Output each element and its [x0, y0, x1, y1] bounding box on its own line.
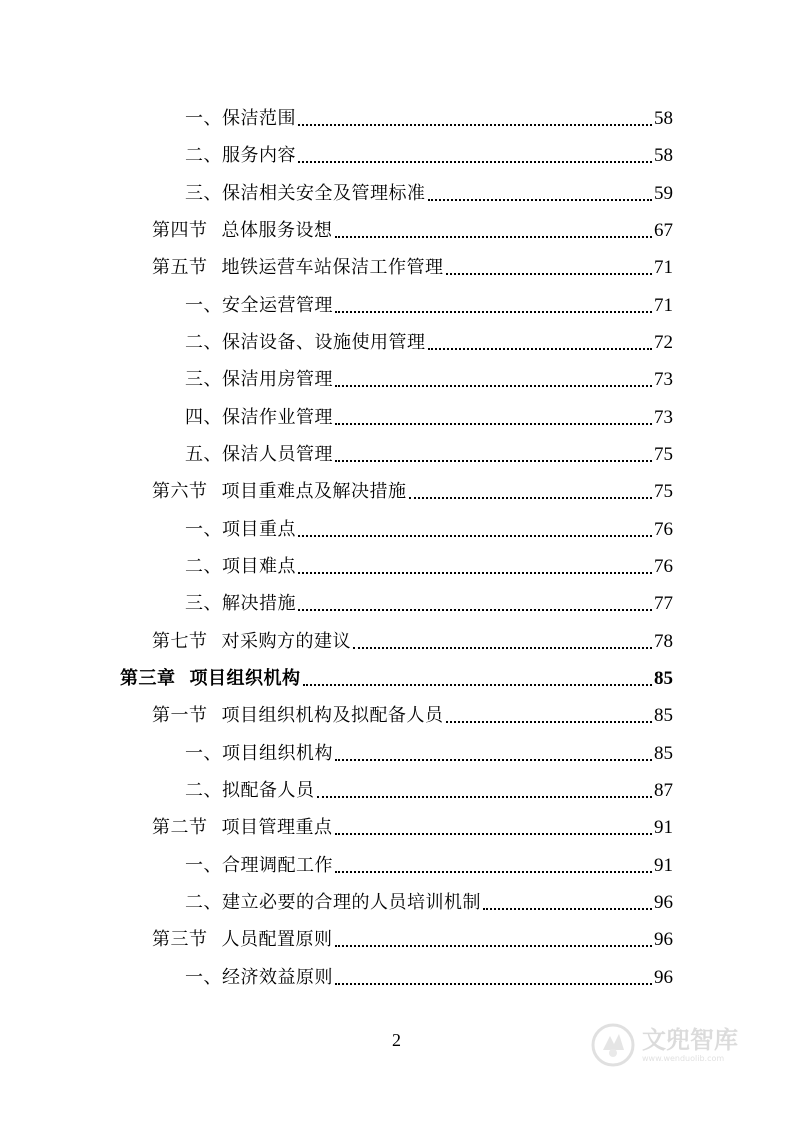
toc-entry[interactable]	[185, 404, 673, 432]
toc-entry-page: 75	[654, 481, 673, 502]
toc-entry-label: 二、项目难点	[185, 556, 296, 577]
toc-entry-label: 三、解决措施	[185, 593, 296, 614]
toc-section-entry[interactable]	[152, 478, 673, 506]
dot-leader	[335, 310, 652, 313]
toc-entry-page: 71	[654, 295, 673, 316]
dot-leader	[335, 832, 653, 835]
toc-entry[interactable]	[185, 105, 673, 133]
toc-entry[interactable]	[185, 142, 673, 170]
dot-leader	[298, 571, 652, 574]
toc-entry-page: 77	[654, 593, 673, 614]
wendu-logo-icon	[590, 1022, 636, 1068]
section-title: 项目组织机构及拟配备人员	[221, 705, 444, 726]
toc-entry[interactable]	[185, 329, 673, 357]
toc-entry-page: 78	[654, 631, 673, 652]
toc-entry-label: 二、服务内容	[185, 145, 296, 166]
toc-entry-label: 一、经济效益原则	[185, 967, 333, 988]
toc-entry-page: 73	[654, 369, 673, 390]
toc-section-entry[interactable]	[152, 814, 673, 842]
dot-leader	[353, 646, 652, 649]
toc-section-entry[interactable]	[152, 926, 673, 954]
toc-entry-label	[120, 665, 301, 693]
toc-entry-page: 58	[654, 145, 673, 166]
toc-entry-page: 72	[654, 332, 673, 353]
toc-chapter-entry[interactable]	[120, 665, 673, 693]
watermark	[590, 1018, 760, 1072]
toc-section-entry[interactable]	[152, 254, 673, 282]
toc-entry-page: 91	[654, 817, 673, 838]
dot-leader	[335, 384, 652, 387]
toc-entry[interactable]	[185, 590, 673, 618]
toc-entry-page: 96	[654, 929, 673, 950]
dot-leader	[298, 608, 652, 611]
dot-leader	[483, 907, 652, 910]
dot-leader	[335, 982, 652, 985]
toc-entry-label: 五、保洁人员管理	[185, 444, 333, 465]
section-title: 对采购方的建议	[221, 631, 351, 652]
toc-entry-page: 85	[654, 705, 673, 726]
toc-entry-page: 87	[654, 780, 673, 801]
toc-entry[interactable]	[185, 292, 673, 320]
toc-entry-page: 76	[654, 519, 673, 540]
section-number: 第四节	[152, 220, 208, 241]
dot-leader	[335, 870, 652, 873]
toc-entry-label	[152, 478, 407, 506]
toc-entry[interactable]	[185, 366, 673, 394]
toc-entry[interactable]	[185, 180, 673, 208]
toc-entry-page: 85	[654, 743, 673, 764]
dot-leader	[303, 683, 653, 686]
dot-leader	[335, 459, 652, 462]
toc-entry-label	[152, 814, 333, 842]
chapter-title: 项目组织机构	[189, 668, 301, 689]
toc-entry-page: 58	[654, 108, 673, 129]
section-number: 第六节	[152, 481, 208, 502]
toc-entry-page: 67	[654, 220, 673, 241]
watermark-title: 文兜智库	[642, 1025, 738, 1054]
section-title: 地铁运营车站保洁工作管理	[221, 257, 444, 278]
dot-leader	[409, 496, 653, 499]
toc-entry-label: 一、保洁范围	[185, 108, 296, 129]
toc-entry-label: 一、项目重点	[185, 519, 296, 540]
watermark-text	[642, 1025, 738, 1063]
toc-entry-label: 二、建立必要的合理的人员培训机制	[185, 892, 481, 913]
toc-entry-page: 91	[654, 855, 673, 876]
toc-entry-label: 三、保洁用房管理	[185, 369, 333, 390]
section-title: 项目管理重点	[221, 817, 333, 838]
dot-leader	[428, 347, 653, 350]
section-number: 第五节	[152, 257, 208, 278]
toc-entry-label	[152, 926, 333, 954]
toc-entry-page: 59	[654, 183, 673, 204]
dot-leader	[298, 160, 652, 163]
toc-section-entry[interactable]	[152, 217, 673, 245]
toc-entry-label: 二、保洁设备、设施使用管理	[185, 332, 426, 353]
toc-entry-page: 85	[654, 668, 673, 689]
toc-entry-label: 三、保洁相关安全及管理标准	[185, 183, 426, 204]
chapter-number: 第三章	[120, 668, 176, 689]
section-number: 第二节	[152, 817, 208, 838]
toc-entry[interactable]	[185, 441, 673, 469]
dot-leader	[335, 235, 653, 238]
toc-entry[interactable]	[185, 553, 673, 581]
toc-entry-label: 一、安全运营管理	[185, 295, 333, 316]
section-title: 总体服务设想	[221, 220, 333, 241]
toc-entry-label	[152, 628, 351, 656]
section-title: 项目重难点及解决措施	[221, 481, 407, 502]
toc-entry-label: 一、合理调配工作	[185, 855, 333, 876]
toc-entry-label	[152, 254, 444, 282]
toc-entry[interactable]	[185, 516, 673, 544]
section-title: 人员配置原则	[221, 929, 333, 950]
section-number: 第三节	[152, 929, 208, 950]
toc-section-entry[interactable]	[152, 628, 673, 656]
toc-entry[interactable]	[185, 852, 673, 880]
dot-leader	[428, 198, 653, 201]
toc-entry-label	[152, 702, 444, 730]
section-number: 第七节	[152, 631, 208, 652]
toc-entry-page: 96	[654, 967, 673, 988]
toc-entry-page: 73	[654, 407, 673, 428]
dot-leader	[446, 720, 653, 723]
toc-entry[interactable]	[185, 740, 673, 768]
dot-leader	[335, 944, 653, 947]
toc-entry-label: 二、拟配备人员	[185, 780, 315, 801]
dot-leader	[335, 422, 652, 425]
toc-entry[interactable]	[185, 964, 673, 992]
section-number: 第一节	[152, 705, 208, 726]
watermark-url: www.wenduolib.com	[642, 1053, 725, 1063]
toc-entry[interactable]	[185, 777, 673, 805]
page-number: 2	[392, 1030, 401, 1050]
dot-leader	[446, 272, 653, 275]
toc-entry-label: 四、保洁作业管理	[185, 407, 333, 428]
toc-section-entry[interactable]	[152, 702, 673, 730]
toc-entry-label: 一、项目组织机构	[185, 743, 333, 764]
toc-entry-page: 75	[654, 444, 673, 465]
dot-leader	[298, 123, 652, 126]
dot-leader	[317, 795, 653, 798]
toc-entry-label	[152, 217, 333, 245]
toc-entry-page: 76	[654, 556, 673, 577]
toc-entry-page: 71	[654, 257, 673, 278]
dot-leader	[298, 534, 652, 537]
toc-entry-page: 96	[654, 892, 673, 913]
toc-entry[interactable]	[185, 889, 673, 917]
dot-leader	[335, 758, 652, 761]
